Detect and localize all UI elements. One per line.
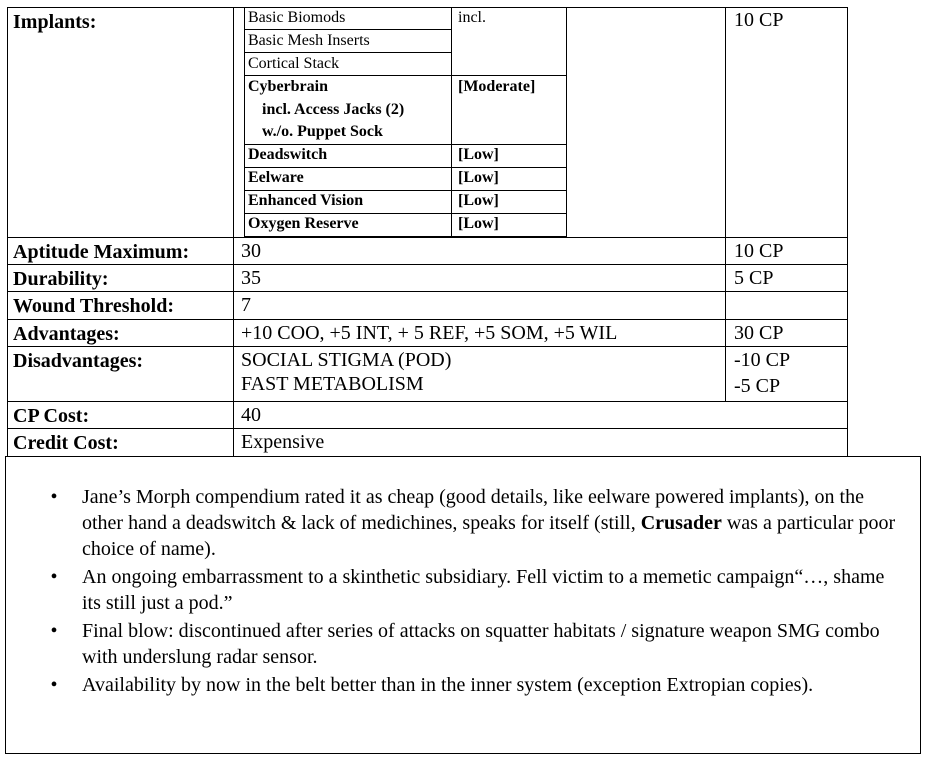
note-1-bold: Crusader xyxy=(640,512,722,534)
cp-cost-label: CP Cost: xyxy=(13,405,90,427)
durability-cp: 5 CP xyxy=(734,267,774,289)
cp-cost-value: 40 xyxy=(241,404,261,426)
implant-name-enhanced-vision: Enhanced Vision xyxy=(248,192,364,209)
implant-rating-basic-biomods: incl. xyxy=(458,9,486,26)
implant-rating-deadswitch: [Low] xyxy=(458,146,499,163)
implant-name-cortical-stack: Cortical Stack xyxy=(248,55,340,72)
implant-rating-eelware: [Low] xyxy=(458,169,499,186)
implant-sub-access-jacks: incl. Access Jacks (2) xyxy=(262,101,405,118)
note-item xyxy=(44,564,904,616)
note-2-text: An ongoing embarrassment to a skinthetic subsidiary. Fell victim to a memetic campaign“…, shame its still just a pod.” xyxy=(82,566,885,614)
disadvantage-fast-metabolism-cp: -5 CP xyxy=(734,375,781,397)
disadvantage-social-stigma: SOCIAL STIGMA (POD) xyxy=(241,349,452,371)
aptitude-cp: 10 CP xyxy=(734,240,784,262)
credit-cost-label: Credit Cost: xyxy=(13,432,119,454)
implants-label: Implants: xyxy=(13,11,97,33)
implant-name-deadswitch: Deadswitch xyxy=(248,146,328,163)
wound-threshold-value: 7 xyxy=(241,294,251,316)
implant-name-basic-biomods: Basic Biomods xyxy=(248,9,346,26)
implant-name-eelware: Eelware xyxy=(248,169,304,186)
advantages-cp: 30 CP xyxy=(734,322,784,344)
durability-label: Durability: xyxy=(13,268,109,290)
advantages-label: Advantages: xyxy=(13,323,120,345)
durability-value: 35 xyxy=(241,267,261,289)
note-4-text: Availability by now in the belt better than in the inner system (exception Extropian copies). xyxy=(82,674,814,696)
note-1-text-end: was a particular poor choice of name). xyxy=(82,512,896,560)
disadvantage-fast-metabolism: FAST METABOLISM xyxy=(241,373,424,395)
notes-list xyxy=(44,484,904,700)
bullet-icon: • xyxy=(50,620,58,642)
credit-cost-value: Expensive xyxy=(241,431,325,453)
disadvantage-social-stigma-cp: -10 CP xyxy=(734,349,791,371)
bullet-icon: • xyxy=(50,566,58,588)
note-item xyxy=(44,672,904,698)
aptitude-label: Aptitude Maximum: xyxy=(13,241,190,263)
bullet-icon: • xyxy=(50,486,58,508)
wound-threshold-label: Wound Threshold: xyxy=(13,295,175,317)
disadvantages-label: Disadvantages: xyxy=(13,350,144,372)
advantages-value: +10 COO, +5 INT, + 5 REF, +5 SOM, +5 WIL xyxy=(241,322,618,344)
implant-name-cyberbrain: Cyberbrain xyxy=(248,78,328,95)
implants-cp: 10 CP xyxy=(734,9,784,31)
implant-sub-puppet-sock: w./o. Puppet Sock xyxy=(262,123,383,140)
implant-rating-cyberbrain: [Moderate] xyxy=(458,78,536,95)
bullet-icon: • xyxy=(50,674,58,696)
note-3-text: Final blow: discontinued after series of attacks on squatter habitats / signature weapon SMG combo with underslung radar sensor. xyxy=(82,620,880,668)
implant-name-oxygen-reserve: Oxygen Reserve xyxy=(248,215,359,232)
implant-rating-enhanced-vision: [Low] xyxy=(458,192,499,209)
note-item xyxy=(44,618,904,670)
note-1-text: Jane’s Morph compendium rated it as cheap (good details, like eelware powered implants), on the other hand a deadswitch & lack of medichines, speaks for itself (still, xyxy=(82,486,864,534)
implant-name-basic-mesh-inserts: Basic Mesh Inserts xyxy=(248,32,370,49)
note-item xyxy=(44,484,904,562)
implant-rating-oxygen-reserve: [Low] xyxy=(458,215,499,232)
aptitude-value: 30 xyxy=(241,240,261,262)
